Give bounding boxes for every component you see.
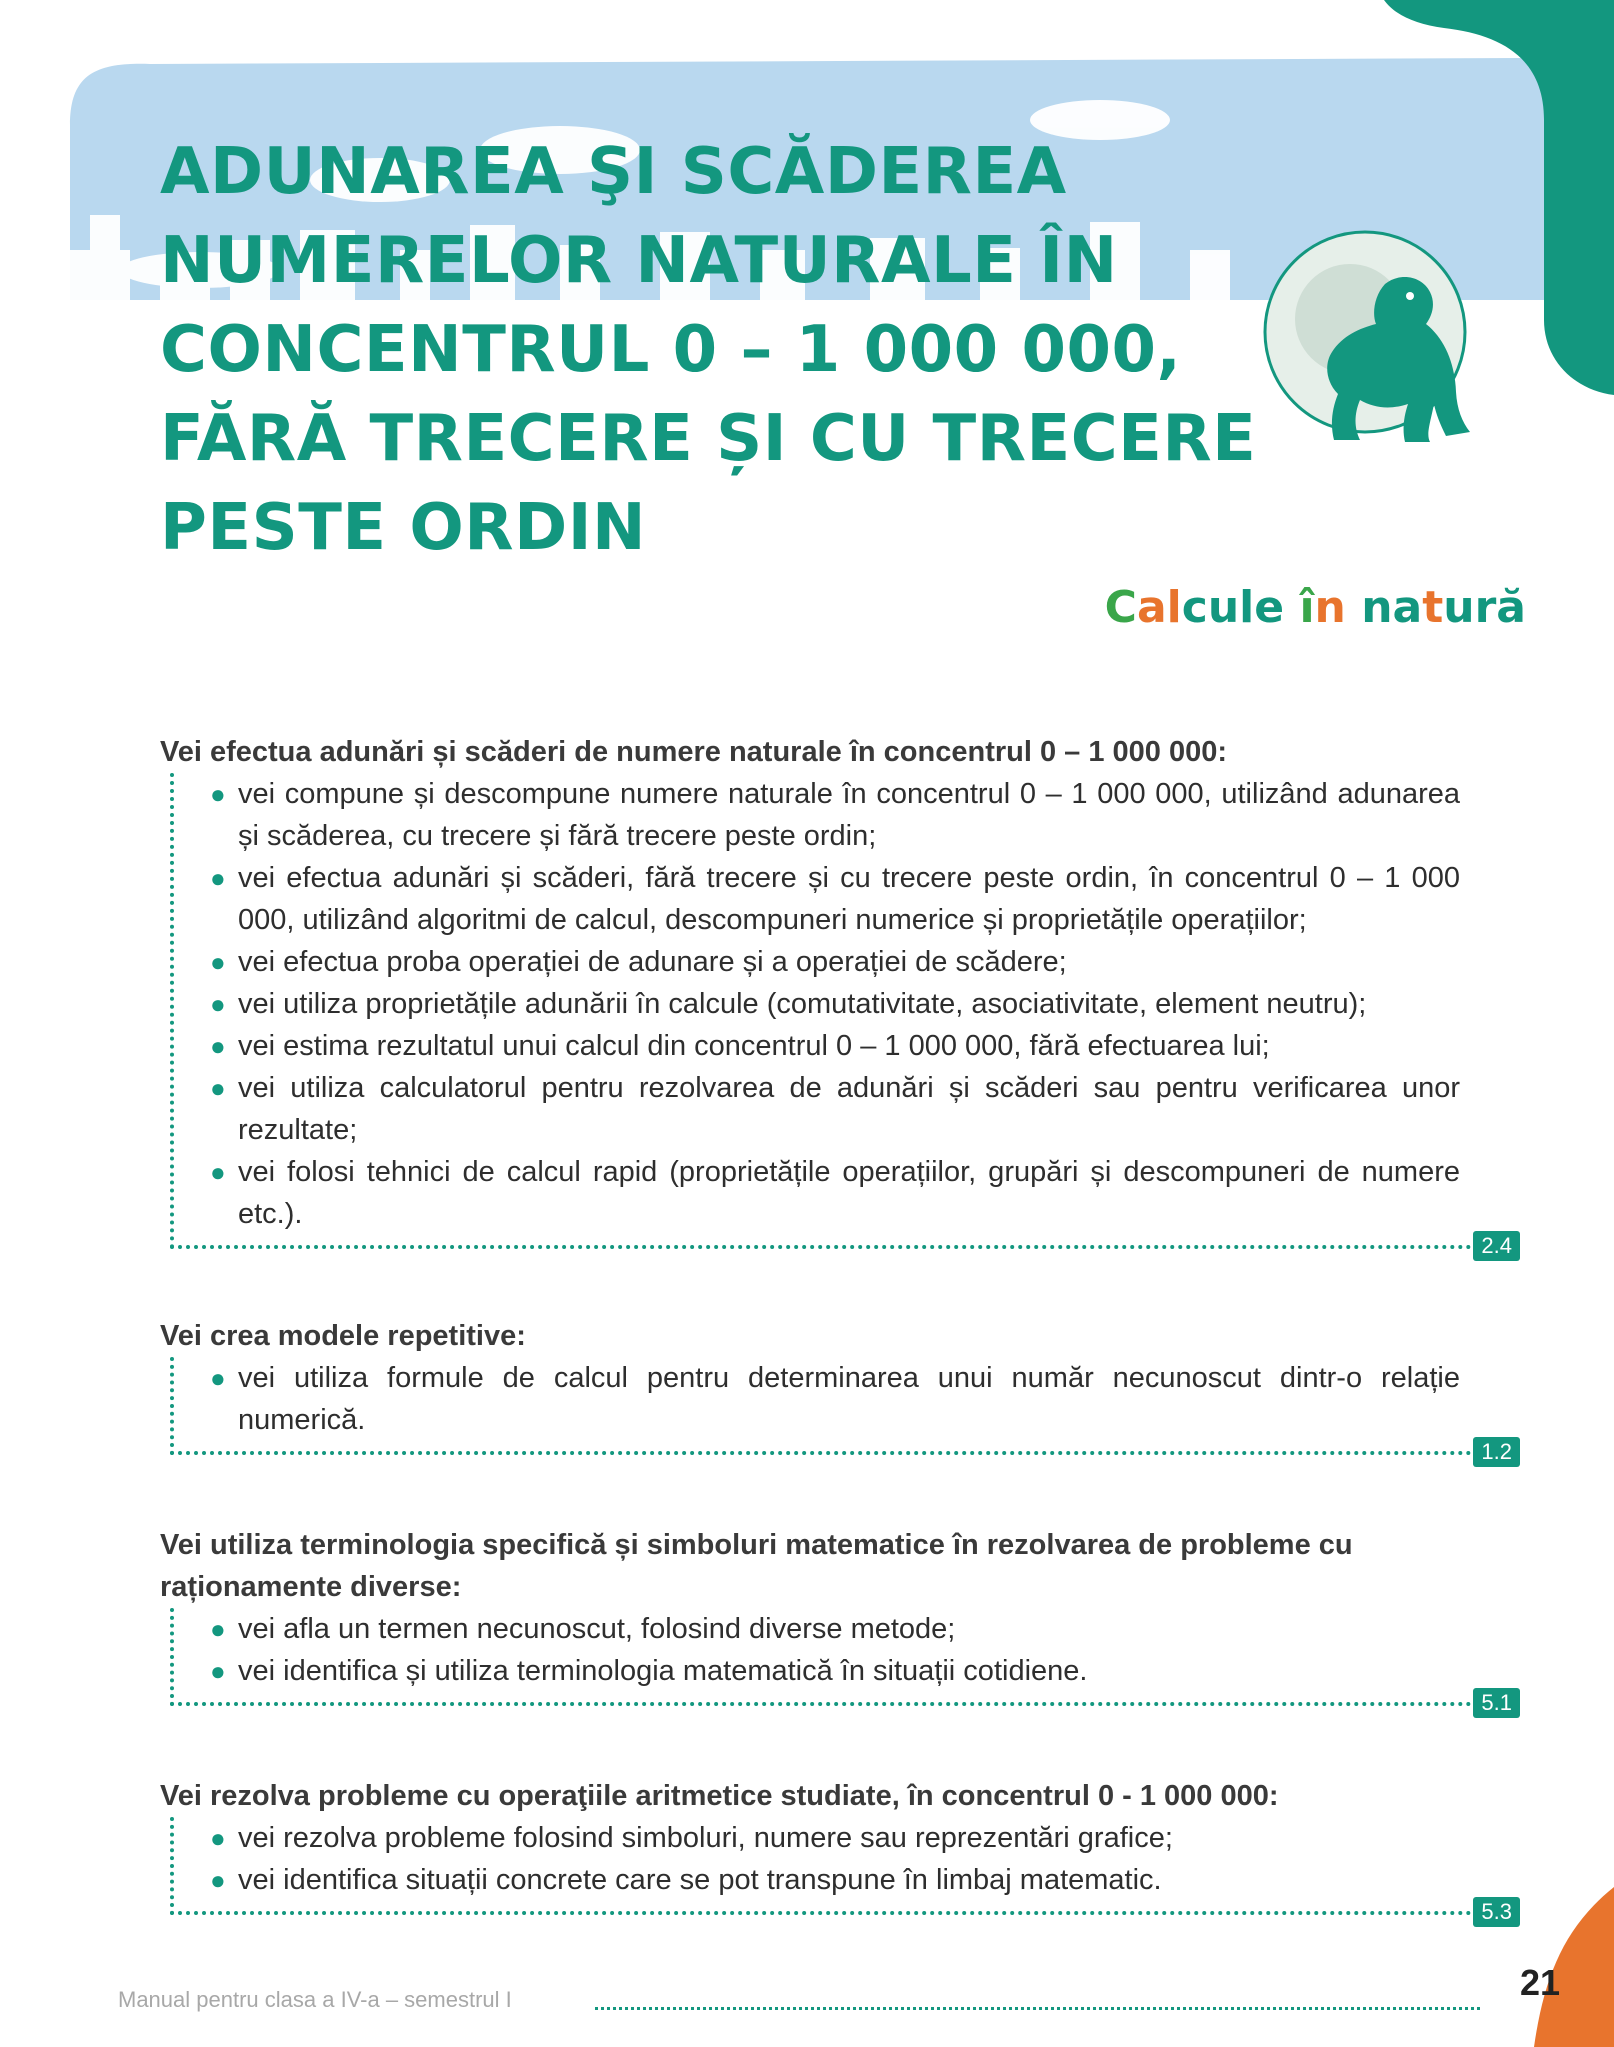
section-body [170,1357,1520,1464]
list-item: ● vei utiliza calculatorul pentru rezolvarea de adunări și scăderi sau pentru verificarea unor rezultate; [210,1067,1460,1151]
section-heading: Vei rezolva probleme cu operaţiile aritmetice studiate, în concentrul 0 - 1 000 000: [160,1780,1279,1812]
subtitle-letter: l [1239,582,1255,633]
page-number: 21 [1520,1962,1561,2003]
bullet-icon: ● [210,779,226,809]
bullet-icon: ● [210,1031,226,1061]
title-line: PESTE ORDIN [160,491,647,565]
objective-list [174,773,1460,1235]
footer-divider [595,2007,1480,2010]
list-item: ● vei rezolva probleme folosind simboluri, numere sau reprezentări grafice; [210,1817,1460,1859]
subtitle-letter: u [1207,582,1240,633]
list-item: ● vei utiliza proprietățile adunării în calcule (comutativitate, asociativitate, element neutru); [210,983,1460,1025]
subtitle-letter: n [1314,582,1346,633]
chapter-title [160,128,1260,573]
bullet-icon: ● [210,1823,226,1853]
footer-caption: Manual pentru clasa a IV-a – semestrul I [118,1987,512,2012]
subtitle-letter: a [1136,582,1167,633]
title-line: NUMERELOR NATURALE ÎN [160,224,1118,298]
title-line: FĂRĂ TRECERE ȘI CU TRECERE [160,402,1257,476]
subtitle-letter: r [1474,582,1497,633]
subtitle-letter: t [1422,582,1444,633]
section-body [170,773,1520,1258]
subtitle-letter: n [1361,582,1393,633]
section-heading: Vei utiliza terminologia specifică și simboluri matematice în rezolvarea de probleme cu raționamente diverse: [160,1529,1353,1603]
bullet-icon: ● [210,1363,226,1393]
objective-section [160,731,1520,1258]
list-item: ● vei compune și descompune numere naturale în concentrul 0 – 1 000 000, utilizând adunarea și scăderea, cu trecere și fără trecere peste ordin; [210,773,1460,857]
list-item: ● vei afla un termen necunoscut, folosind diverse metode; [210,1608,1460,1650]
section-body [170,1608,1520,1715]
objective-list [174,1817,1460,1901]
competency-badge: 5.1 [1473,1688,1520,1718]
title-line: CONCENTRUL 0 – 1 000 000, [160,313,1182,387]
list-item: ● vei folosi tehnici de calcul rapid (proprietățile operațiilor, grupări și descompuneri de numere etc.). [210,1151,1460,1235]
objective-list [174,1357,1460,1441]
bullet-icon: ● [210,1614,226,1644]
bullet-icon: ● [210,1073,226,1103]
list-item: ● vei utiliza formule de calcul pentru determinarea unui număr necunoscut dintr-o relație numerică. [210,1357,1460,1441]
subtitle-letter: a [1392,582,1423,633]
bullet-icon: ● [210,863,226,893]
competency-badge: 5.3 [1473,1897,1520,1927]
section-heading: Vei crea modele repetitive: [160,1320,526,1352]
bullet-icon: ● [210,989,226,1019]
subtitle-letter [1346,582,1361,633]
title-line: ADUNAREA ŞI SCĂDEREA [160,135,1067,209]
list-item: ● vei efectua proba operației de adunare și a operației de scădere; [210,941,1460,983]
objective-section [160,1524,1520,1715]
section-body [170,1817,1520,1924]
list-item: ● vei identifica și utiliza terminologia matematică în situații cotidiene. [210,1650,1460,1692]
subtitle-letter: e [1254,582,1285,633]
list-item: ● vei estima rezultatul unui calcul din concentrul 0 – 1 000 000, fără efectuarea lui; [210,1025,1460,1067]
competency-badge: 2.4 [1473,1231,1520,1261]
chapter-subtitle [1105,582,1526,633]
subtitle-letter: î [1299,582,1315,633]
bullet-icon: ● [210,1656,226,1686]
subtitle-letter: ă [1496,582,1526,633]
bullet-icon: ● [210,947,226,977]
objective-section [160,1315,1520,1464]
list-item: ● vei identifica situații concrete care se pot transpune în limbaj matematic. [210,1859,1460,1901]
subtitle-letter: C [1104,582,1137,633]
subtitle-letter: l [1166,582,1182,633]
bullet-icon: ● [210,1157,226,1187]
objective-list [174,1608,1460,1692]
subtitle-letter [1284,582,1299,633]
subtitle-letter: u [1443,582,1475,633]
objective-section [160,1775,1520,1924]
competency-badge: 1.2 [1473,1437,1520,1467]
subtitle-letter: c [1181,582,1208,633]
bullet-icon: ● [210,1865,226,1895]
list-item: ● vei efectua adunări și scăderi, fără trecere și cu trecere peste ordin, în concentrul 0 – 1 000 000, utilizând algoritmi de calcul, descompuneri numerice și proprietățile operațiilor; [210,857,1460,941]
section-heading: Vei efectua adunări și scăderi de numere naturale în concentrul 0 – 1 000 000: [160,736,1228,768]
bear-cub-icon [1250,224,1490,460]
